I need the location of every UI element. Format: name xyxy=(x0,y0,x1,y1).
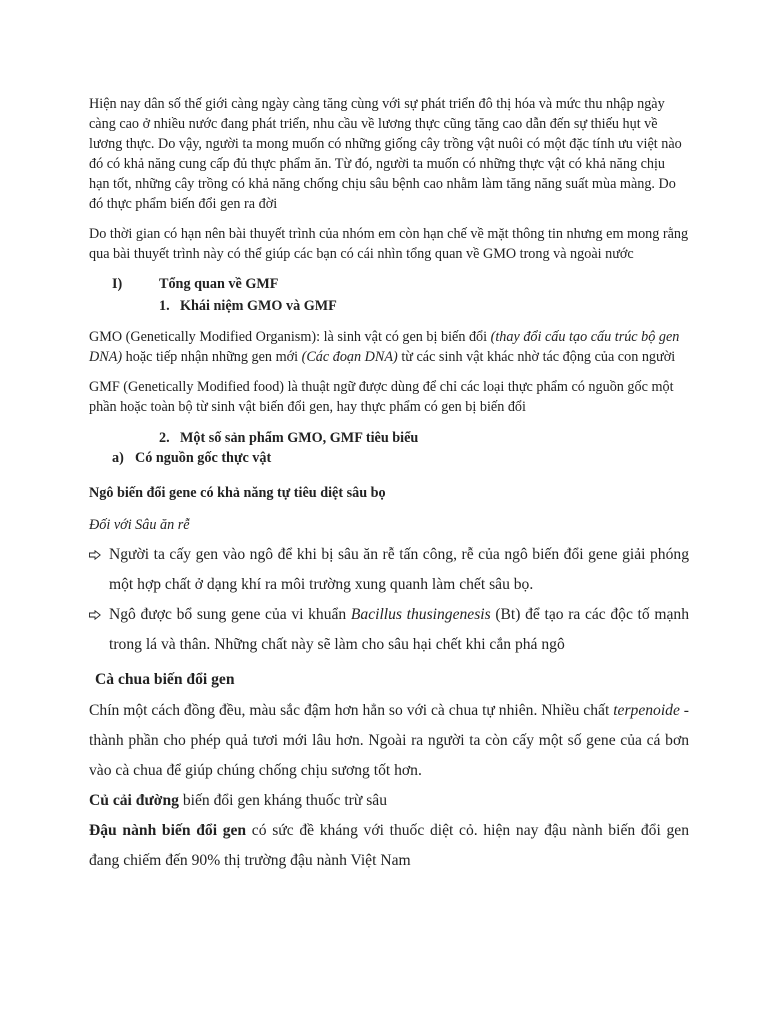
gmf-definition: GMF (Genetically Modified food) là thuật ngữ được dùng để chỉ các loại thực phẩm có nguồn gốc một phần hoặc toàn bộ từ sinh vật biến đổi gen, hay thực phẩm có gen bị biến đổi xyxy=(89,379,674,415)
tomato-text-b: terpenoide xyxy=(613,702,680,719)
corn-bullet-1: Người ta cấy gen vào ngô để khi bị sâu ăn rễ tấn công, rễ của ngô biến đổi gene giải phóng một hợp chất ở dạng khí ra môi trường xung quanh làm chết sâu bọ. xyxy=(109,546,689,593)
gmo-text-a: GMO (Genetically Modified Organism): là sinh vật có gen bị biến đổi xyxy=(89,329,491,345)
document-page xyxy=(89,94,689,876)
corn-bullet-list xyxy=(89,540,689,660)
subsection-number: 2. xyxy=(159,430,170,446)
list-item xyxy=(89,600,689,660)
corn-bullet-2-a: Ngô được bổ sung gene của vi khuẩn xyxy=(109,606,351,623)
gmo-definition xyxy=(89,327,689,367)
corn-subheading: Đối với Sâu ăn rễ xyxy=(89,517,190,533)
gmo-text-b: (thay đổi cấu tạo cấu trúc bộ gen DNA) xyxy=(89,329,680,365)
subsection-number: 1. xyxy=(159,298,170,314)
intro-paragraph-1: Hiện nay dân số thế giới càng ngày càng tăng cùng với sự phát triển đô thị hóa và mức thu nhập ngày càng cao ở nhiều nước đang phát triển, nhu cầu về lương thực cũng tăng cao dẫn đến sự thiếu hụt về lương thực. Do vậy, người ta mong muốn có những giống cây trồng vật nuôi có một đặc tính ưu việt nào đó có khả năng cung cấp đủ thực phẩm ăn. Từ đó, người ta muốn có những thực vật có khả năng chịu hạn tốt, những cây trồng có khả năng chống chịu sâu bệnh cao nhằm làm tăng năng suất mùa màng. Do đó thực phẩm biến đổi gen ra đời xyxy=(89,96,682,212)
gmo-text-c: hoặc tiếp nhận những gen mới xyxy=(122,349,302,365)
soy-text: có sức đề kháng với thuốc diệt cỏ. hiện nay đậu nành biến đổi gen đang chiếm đến 90% thị trường đậu nành Việt Nam xyxy=(89,822,689,869)
subsection-heading-a xyxy=(89,448,689,468)
gmo-text-d: (Các đoạn DNA) xyxy=(301,349,398,365)
subsection-letter: a) xyxy=(112,450,124,466)
tomato-heading: Cà chua biến đổi gen xyxy=(95,671,235,688)
subsection-title: Một số sản phẩm GMO, GMF tiêu biểu xyxy=(180,430,419,446)
subsection-title: Khái niệm GMO và GMF xyxy=(180,298,337,314)
beet-paragraph xyxy=(89,786,689,816)
subsection-title: Có nguồn gốc thực vật xyxy=(135,450,272,466)
soy-paragraph xyxy=(89,816,689,876)
beet-title: Củ cải đường xyxy=(89,792,179,809)
intro-paragraph-2: Do thời gian có hạn nên bài thuyết trình của nhóm em còn hạn chế về mặt thông tin nhưng em mong rằng qua bài thuyết trình này có thể giúp các bạn có cái nhìn tổng quan về GMO trong và ngoài nước xyxy=(89,226,689,262)
section-title: Tổng quan về GMF xyxy=(159,276,279,292)
beet-text: biến đổi gen kháng thuốc trừ sâu xyxy=(178,792,388,809)
list-item xyxy=(89,540,689,600)
gmo-text-e: từ các sinh vật khác nhờ tác động của con người xyxy=(397,349,676,365)
subsection-heading-2 xyxy=(89,428,689,448)
soy-title: Đậu nành biến đổi gen xyxy=(89,822,247,839)
outline-right-arrow-icon xyxy=(89,550,101,560)
corn-heading: Ngô biến đổi gene có khả năng tự tiêu diệt sâu bọ xyxy=(89,485,386,501)
tomato-text-c: - thành phần cho phép quả tươi mới lâu hơn. Ngoài ra người ta còn cấy một số gene của cá bơn vào cà chua để giúp chúng chống chịu sương tốt hơn. xyxy=(89,702,690,779)
corn-bullet-2-c: (Bt) để tạo ra các độc tố mạnh trong lá và thân. Những chất này sẽ làm cho sâu hại chết khi cắn phá ngô xyxy=(109,606,689,653)
section-number: I) xyxy=(112,276,123,292)
subsection-heading-1 xyxy=(89,296,689,316)
section-heading-1 xyxy=(89,274,689,294)
outline-right-arrow-icon xyxy=(89,610,101,620)
tomato-text-a: Chín một cách đồng đều, màu sắc đậm hơn hẳn so với cà chua tự nhiên. Nhiều chất xyxy=(89,702,614,719)
corn-bullet-2-b: Bacillus thusingenesis xyxy=(350,606,491,623)
tomato-paragraph xyxy=(89,696,689,786)
